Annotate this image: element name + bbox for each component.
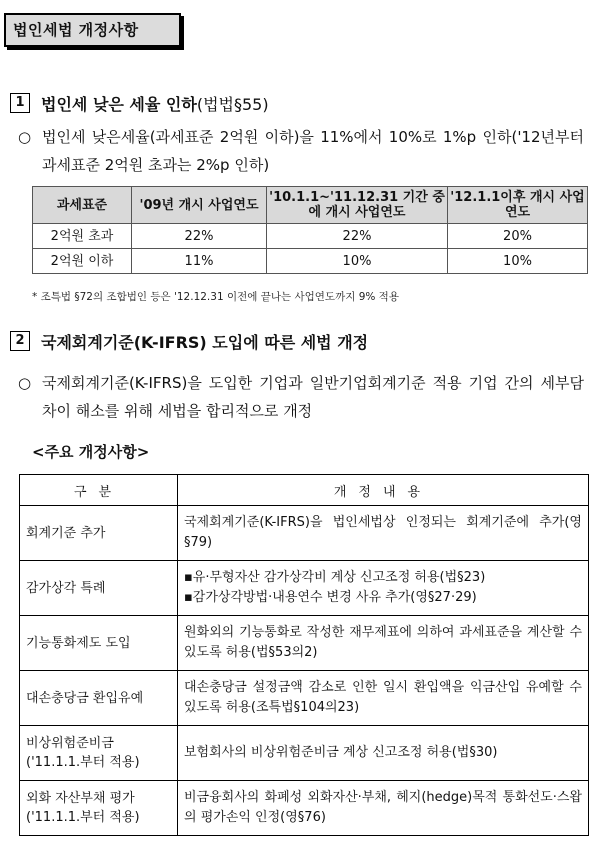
tax-rate-table	[32, 186, 588, 274]
content-cell: 비금융회사의 화폐성 외화자산·부채, 헤지(hedge)목적 통화선도·스왑의 평가손익 인정(영§76)	[178, 781, 589, 836]
section-2-bullet-text: 국제회계기준(K-IFRS)을 도입한 기업과 일반기업회계기준 적용 기업 간의 세부담 차이 해소를 위해 세법을 합리적으로 개정	[42, 374, 584, 420]
section-1-bullet	[18, 123, 584, 179]
bullet-mark: ○	[18, 128, 32, 146]
table-cell: 22%	[267, 224, 448, 249]
table-cell: 11%	[132, 249, 267, 274]
section-1-heading	[10, 92, 269, 114]
rate-table-header: 과세표준	[33, 187, 132, 224]
content-cell: 대손충당금 설정금액 감소로 인한 일시 환입액을 익금산입 유예할 수 있도록 허용(조특법§104의23)	[178, 671, 589, 726]
section-2-title: 국제회계기준(K-IFRS) 도입에 따른 세법 개정	[41, 332, 369, 352]
table-row	[20, 726, 589, 781]
revision-table-header: 구분	[20, 475, 178, 506]
content-cell: 국제회계기준(K-IFRS)을 법인세법상 인정되는 회계기준에 추가(영§79)	[178, 506, 589, 561]
table-row	[20, 561, 589, 616]
rate-table-header: '12.1.1이후 개시 사업연도	[448, 187, 588, 224]
revision-table-header: 개정내용	[178, 475, 589, 506]
table-row	[33, 249, 588, 274]
content-cell: 보험회사의 비상위험준비금 계상 신고조정 허용(법§30)	[178, 726, 589, 781]
section-1-title: 법인세 낮은 세율 인하	[41, 94, 197, 114]
category-cell: 비상위험준비금 ('11.1.1.부터 적용)	[20, 726, 178, 781]
section-1-number: 1	[10, 93, 30, 113]
section-2-bullet	[18, 369, 584, 425]
table-row	[20, 671, 589, 726]
table-row	[33, 224, 588, 249]
category-cell: 감가상각 특례	[20, 561, 178, 616]
table-row	[20, 781, 589, 836]
table-row	[20, 506, 589, 561]
table-cell: 10%	[448, 249, 588, 274]
content-cell: ▪유·무형자산 감가상각비 계상 신고조정 허용(법§23) ▪감가상각방법·내용연수 변경 사유 추가(영§27·29)	[178, 561, 589, 616]
table-cell: 22%	[132, 224, 267, 249]
table-cell: 2억원 이하	[33, 249, 132, 274]
section-1-bullet-text: 법인세 낮은세율(과세표준 2억원 이하)을 11%에서 10%로 1%p 인하('12년부터 과세표준 2억원 초과는 2%p 인하)	[42, 128, 584, 174]
table-cell: 10%	[267, 249, 448, 274]
table-cell: 2억원 초과	[33, 224, 132, 249]
revision-table	[19, 474, 589, 836]
table-row	[20, 616, 589, 671]
section-1-ref: (법법§55)	[196, 94, 269, 114]
footnote: * 조특법 §72의 조합법인 등은 '12.12.31 이전에 끝나는 사업연도까지 9% 적용	[32, 291, 399, 303]
category-cell: 대손충당금 환입유예	[20, 671, 178, 726]
rate-table-header: '09년 개시 사업연도	[132, 187, 267, 224]
sub-heading: <주요 개정사항>	[32, 443, 150, 461]
bullet-mark: ○	[18, 374, 32, 392]
rate-table-header: '10.1.1~'11.12.31 기간 중에 개시 사업연도	[267, 187, 448, 224]
content-cell: 원화외의 기능통화로 작성한 재무제표에 의하여 과세표준을 계산할 수 있도록 허용(법§53의2)	[178, 616, 589, 671]
category-cell: 회계기준 추가	[20, 506, 178, 561]
category-cell: 외화 자산부채 평가 ('11.1.1.부터 적용)	[20, 781, 178, 836]
category-cell: 기능통화제도 도입	[20, 616, 178, 671]
section-2-heading	[10, 330, 368, 352]
page-title: 법인세법 개정사항	[4, 13, 181, 47]
table-cell: 20%	[448, 224, 588, 249]
section-2-number: 2	[10, 331, 30, 351]
